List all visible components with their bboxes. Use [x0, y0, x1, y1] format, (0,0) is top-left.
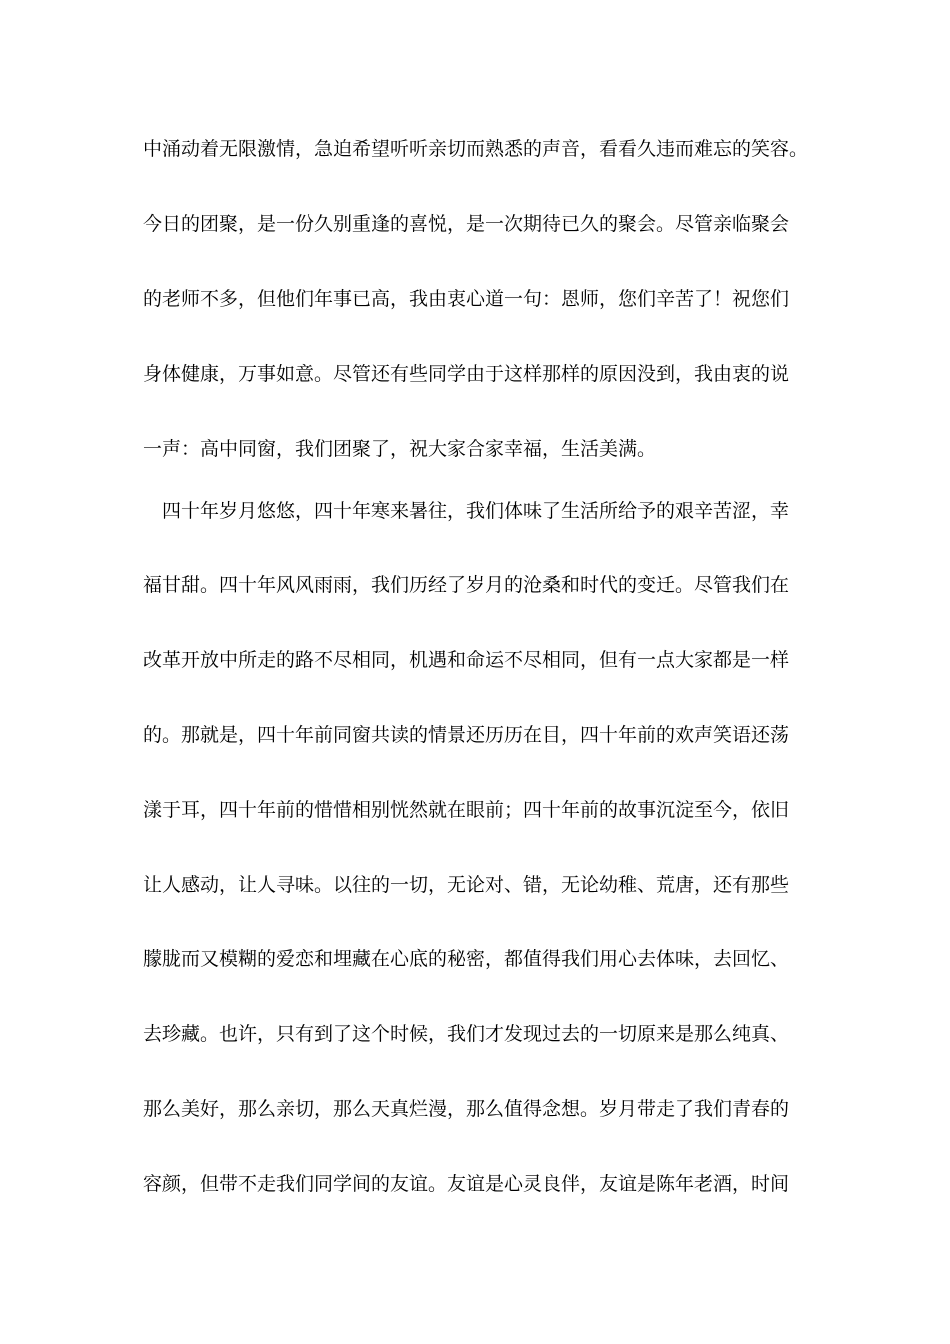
text-line: 漾于耳，四十年前的惜惜相别恍然就在眼前；四十年前的故事沉淀至今，依旧 — [143, 799, 790, 821]
text-line: 容颜，但带不走我们同学间的友谊。友谊是心灵良伴，友谊是陈年老酒，时间 — [143, 1173, 790, 1195]
paragraph-first-line: 四十年岁月悠悠，四十年寒来暑往，我们体味了生活所给予的艰辛苦涩，幸 — [162, 500, 790, 522]
text-line: 那么美好，那么亲切，那么天真烂漫，那么值得念想。岁月带走了我们青春的 — [143, 1098, 790, 1120]
text-line: 的。那就是，四十年前同窗共读的情景还历历在目，四十年前的欢声笑语还荡 — [143, 724, 790, 746]
text-line: 让人感动，让人寻味。以往的一切，无论对、错，无论幼稚、荒唐，还有那些 — [143, 874, 790, 896]
text-line: 福甘甜。四十年风风雨雨，我们历经了岁月的沧桑和时代的变迁。尽管我们在 — [143, 574, 790, 596]
text-line: 一声：高中同窗，我们团聚了，祝大家合家幸福，生活美满。 — [143, 438, 657, 460]
text-line: 的老师不多，但他们年事已高，我由衷心道一句：恩师，您们辛苦了！祝您们 — [143, 288, 790, 310]
text-line: 改革开放中所走的路不尽相同，机遇和命运不尽相同，但有一点大家都是一样 — [143, 649, 790, 671]
text-line: 中涌动着无限激情，急迫希望听听亲切而熟悉的声音，看看久违而难忘的笑容。 — [143, 138, 809, 160]
text-line: 身体健康，万事如意。尽管还有些同学由于这样那样的原因没到，我由衷的说 — [143, 363, 790, 385]
text-line: 去珍藏。也许，只有到了这个时候，我们才发现过去的一切原来是那么纯真、 — [143, 1023, 790, 1045]
text-line: 今日的团聚，是一份久别重逢的喜悦，是一次期待已久的聚会。尽管亲临聚会 — [143, 213, 790, 235]
text-line: 朦胧而又模糊的爱恋和埋藏在心底的秘密，都值得我们用心去体味，去回忆、 — [143, 948, 790, 970]
